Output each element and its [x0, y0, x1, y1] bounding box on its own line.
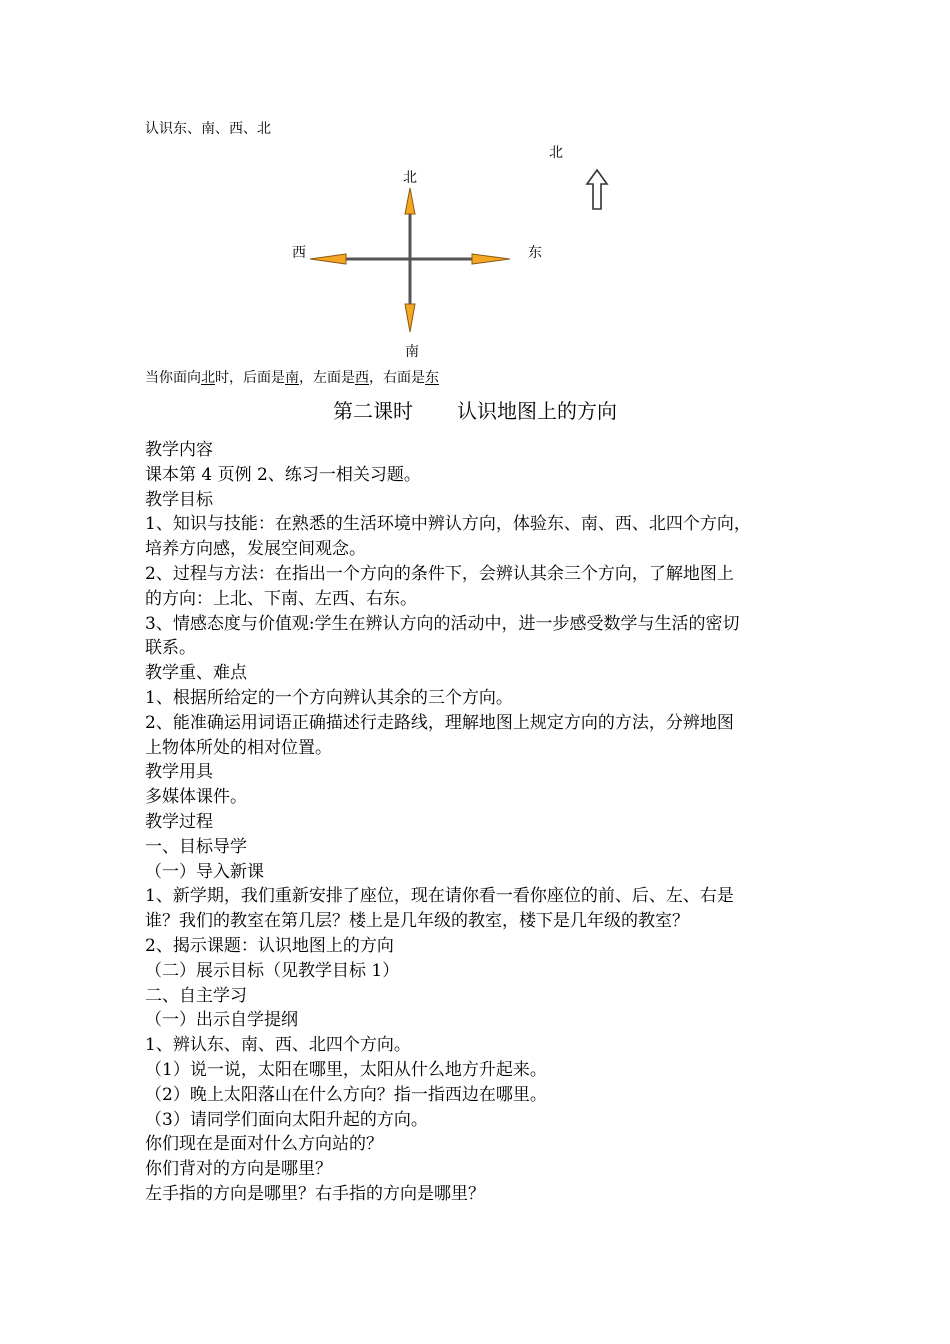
- compass-west-label: 西: [292, 245, 306, 261]
- north-arrow-icon: [584, 168, 610, 212]
- text-line: 你们背对的方向是哪里？: [145, 1159, 332, 1180]
- text-line: 谁？我们的教室在第几层？楼上是几年级的教室，楼下是几年级的教室？: [145, 911, 689, 932]
- map-north-label: 北: [549, 145, 563, 161]
- sentence-text: 时，后面是: [215, 370, 285, 386]
- text-line: （1）说一说，太阳在哪里，太阳从什么地方升起来。: [145, 1059, 547, 1080]
- compass-cross: [300, 180, 520, 340]
- sentence-text: ，左面是: [299, 370, 355, 386]
- compass-north-label: 北: [403, 170, 417, 186]
- compass-south-label: 南: [405, 344, 419, 360]
- underlined-direction: 东: [425, 370, 439, 386]
- text-line: 1、知识与技能：在熟悉的生活环境中辨认方向，体验东、南、西、北四个方向，: [145, 514, 751, 535]
- text-line: （一）出示自学提纲: [145, 1010, 298, 1031]
- text-line: 多媒体课件。: [145, 787, 247, 808]
- text-line: 2、揭示课题：认识地图上的方向: [145, 935, 394, 956]
- underlined-direction: 西: [355, 370, 369, 386]
- text-line: 教学目标: [145, 489, 213, 510]
- intro-heading: 认识东、南、西、北: [145, 121, 271, 137]
- south-arrowhead-icon: [405, 304, 415, 332]
- text-line: 左手指的方向是哪里？右手指的方向是哪里？: [145, 1183, 485, 1204]
- text-line: 上物体所处的相对位置。: [145, 737, 332, 758]
- underlined-direction: 北: [201, 370, 215, 386]
- text-line: 1、辨认东、南、西、北四个方向。: [145, 1035, 411, 1056]
- sentence-text: ，右面是: [369, 370, 425, 386]
- text-line: 的方向：上北、下南、左西、右东。: [145, 588, 417, 609]
- west-arrowhead-icon: [310, 254, 346, 264]
- text-line: （3）请同学们面向太阳升起的方向。: [145, 1109, 428, 1130]
- text-line: 教学内容: [145, 440, 213, 460]
- text-line: 教学重、难点: [145, 663, 247, 684]
- text-line: 教学用具: [145, 762, 213, 783]
- text-line: 一、目标导学: [145, 836, 247, 857]
- text-line: 联系。: [145, 638, 196, 659]
- east-arrowhead-icon: [472, 254, 510, 264]
- text-line: 你们现在是面对什么方向站的？: [145, 1134, 383, 1155]
- text-line: 培养方向感，发展空间观念。: [145, 539, 366, 560]
- lesson-title: [0, 398, 950, 424]
- lesson-title-right: 认识地图上的方向: [457, 399, 617, 423]
- intro-sentence: [145, 369, 439, 387]
- text-line: 教学过程: [145, 811, 213, 832]
- underlined-direction: 南: [285, 370, 299, 386]
- text-line: 2、过程与方法：在指出一个方向的条件下，会辨认其余三个方向，了解地图上: [145, 563, 734, 584]
- lesson-body: [145, 438, 810, 1207]
- north-arrowhead-icon: [405, 188, 415, 214]
- text-line: （二）展示目标（见教学目标 1）: [145, 960, 400, 981]
- text-line: 1、新学期，我们重新安排了座位，现在请你看一看你座位的前、后、左、右是: [145, 886, 734, 907]
- text-line: 1、根据所给定的一个方向辨认其余的三个方向。: [145, 687, 513, 708]
- compass-east-label: 东: [528, 245, 542, 261]
- text-line: 课本第 4 页例 2、练习一相关习题。: [145, 464, 421, 485]
- lesson-title-left: 第二课时: [333, 399, 413, 423]
- text-line: 3、情感态度与价值观:学生在辨认方向的活动中，进一步感受数学与生活的密切: [145, 613, 740, 634]
- text-line: 二、自主学习: [145, 985, 247, 1006]
- text-line: （2）晚上太阳落山在什么方向？指一指西边在哪里。: [145, 1084, 547, 1105]
- text-line: （一）导入新课: [145, 861, 264, 882]
- sentence-text: 当你面向: [145, 370, 201, 386]
- text-line: 2、能准确运用词语正确描述行走路线，理解地图上规定方向的方法，分辨地图: [145, 712, 734, 733]
